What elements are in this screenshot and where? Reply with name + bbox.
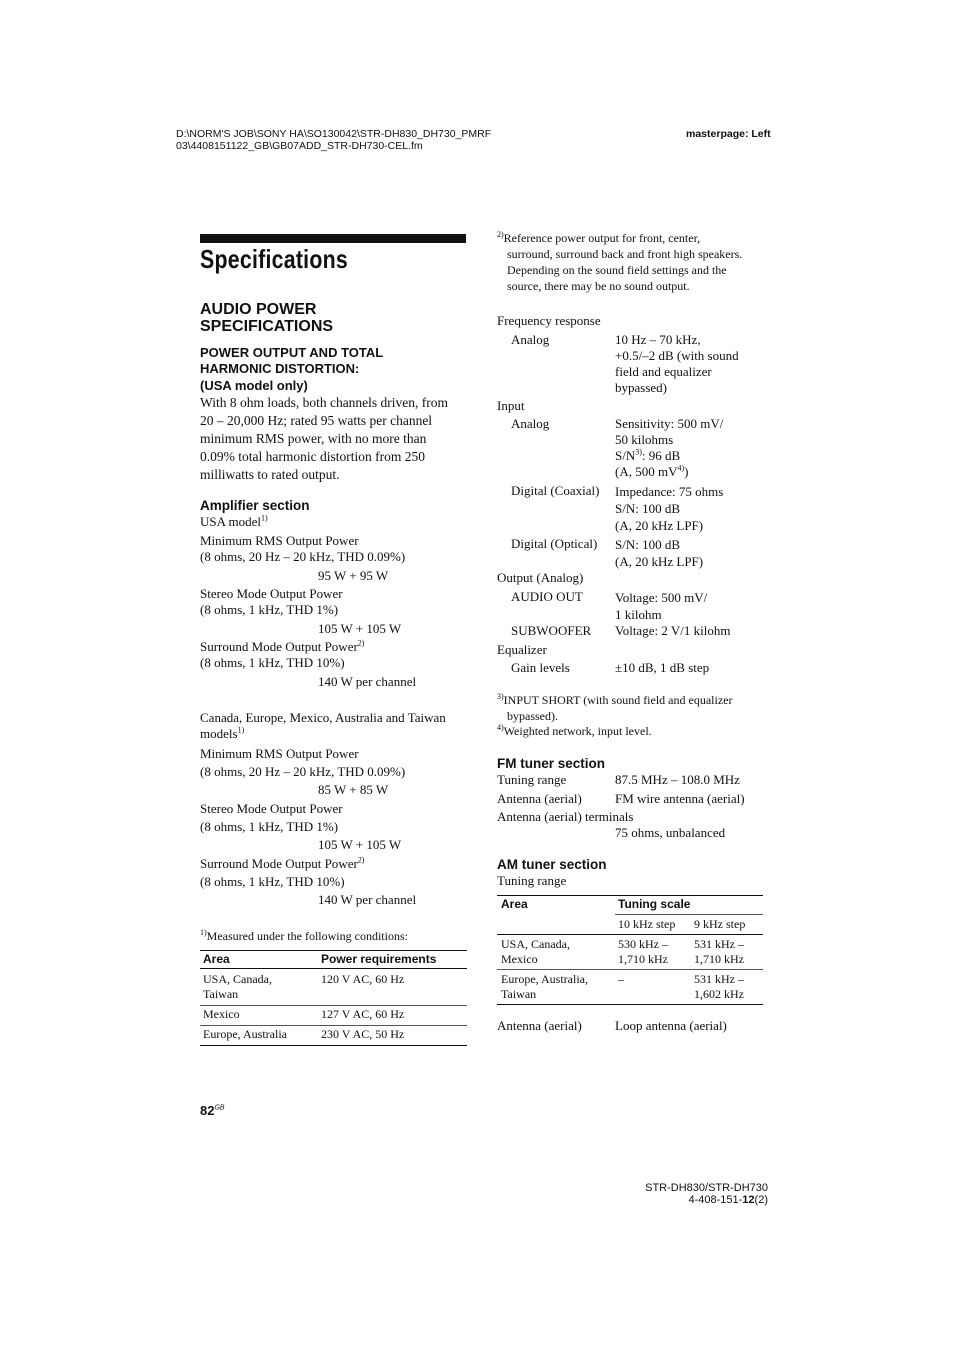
item-value: 105 W + 105 W xyxy=(318,621,402,636)
am-row-9k xyxy=(694,972,744,1002)
para-line: 20 – 20,000 Hz; rated 95 watts per channel xyxy=(200,413,433,428)
am-antenna-label: Antenna (aerial) xyxy=(497,1018,582,1033)
other-models-line1: Canada, Europe, Mexico, Australia and Taiwan xyxy=(200,710,446,725)
area-line1: Europe, Australia, xyxy=(501,972,588,986)
area-line2: Taiwan xyxy=(501,987,537,1001)
am-table-subheader-rule xyxy=(615,914,763,915)
equalizer-label: Equalizer xyxy=(497,642,547,657)
other-models-label xyxy=(200,710,446,742)
item-value: 140 W per channel xyxy=(318,674,417,689)
page-number xyxy=(200,1103,225,1118)
other-item-surround xyxy=(200,855,416,909)
para-line: milliwatts to rated output. xyxy=(200,467,340,482)
value-line: 531 kHz – xyxy=(694,972,744,986)
table-header-rule xyxy=(200,968,467,969)
power-output-subheading xyxy=(200,345,383,394)
para-line: With 8 ohm loads, both channels driven, from xyxy=(200,395,449,410)
fm-antenna-value: FM wire antenna (aerial) xyxy=(615,791,745,806)
usa-model-text: USA model xyxy=(200,514,262,529)
output-audio-label: AUDIO OUT xyxy=(511,589,583,604)
value-line: 50 kilohms xyxy=(615,432,674,447)
usa-model-sup: 1) xyxy=(261,513,268,523)
value-line: +0.5/–2 dB (with sound xyxy=(615,348,739,363)
amplifier-heading: Amplifier section xyxy=(200,498,310,513)
input-optical-label: Digital (Optical) xyxy=(511,536,598,551)
file-path-line1: D:\NORM'S JOB\SONY HA\SO130042\STR-DH830_DH730_PMRF xyxy=(176,128,492,140)
model-info xyxy=(643,1182,768,1206)
fm-antenna-label: Antenna (aerial) xyxy=(497,791,582,806)
value-line: Sensitivity: 500 mV/ xyxy=(615,416,724,431)
other-models-sup: 1) xyxy=(237,725,245,735)
audio-power-heading xyxy=(200,301,333,335)
am-table-header-rule xyxy=(497,934,763,935)
value-line: bypassed) xyxy=(615,380,667,395)
power-table-row-area xyxy=(203,972,272,1002)
value-line: 1,602 kHz xyxy=(694,987,744,1001)
value-line: 531 kHz – xyxy=(694,937,744,951)
sn-text: S/N xyxy=(615,448,636,463)
other-item-stereo xyxy=(200,800,401,854)
value-line: – xyxy=(618,972,624,986)
item-label-text: Surround Mode Output Power xyxy=(200,639,358,654)
am-row-area xyxy=(501,972,588,1002)
code-bold: 12 xyxy=(742,1194,755,1206)
table-bottom-rule xyxy=(200,1045,467,1046)
sn-value: : 96 dB xyxy=(641,448,681,463)
fm-terminals-value: 75 ohms, unbalanced xyxy=(615,825,726,840)
am-tuning-label: Tuning range xyxy=(497,873,567,888)
am-table-header-10k: 10 kHz step xyxy=(618,917,676,931)
am-heading: AM tuner section xyxy=(497,857,607,872)
power-table-header-area: Area xyxy=(203,952,230,966)
item-value: 105 W + 105 W xyxy=(318,837,402,852)
value-line: field and equalizer xyxy=(615,364,712,379)
item-value: 140 W per channel xyxy=(318,892,417,907)
footnote-3-line: INPUT SHORT (with sound field and equalizer xyxy=(503,693,733,707)
am-table-top-rule xyxy=(497,895,763,896)
fm-tuning-value: 87.5 MHz – 108.0 MHz xyxy=(615,772,740,787)
freq-analog-value xyxy=(615,332,739,396)
value-line: (A, 20 kHz LPF) xyxy=(615,518,704,533)
value-line: S/N: 100 dB xyxy=(615,501,681,516)
file-path xyxy=(176,128,491,152)
para-line: minimum RMS power, with no more than xyxy=(200,431,427,446)
item-label: Minimum RMS Output Power xyxy=(200,746,359,761)
masterpage-label: masterpage: Left xyxy=(686,128,771,140)
output-sub-value: Voltage: 2 V/1 kilohm xyxy=(615,623,731,638)
audio-power-heading-line2: SPECIFICATIONS xyxy=(200,318,334,335)
item-cond: (8 ohms, 1 kHz, THD 1%) xyxy=(200,602,339,617)
gain-label: Gain levels xyxy=(511,660,570,675)
footnote-2-line: Reference power output for front, center, xyxy=(503,231,701,245)
power-table-row-area: Mexico xyxy=(203,1007,240,1021)
page-number-text: 82 xyxy=(200,1103,215,1118)
am-antenna-value: Loop antenna (aerial) xyxy=(615,1018,727,1033)
am-row-9k xyxy=(694,937,744,967)
value-line: Voltage: 500 mV/ xyxy=(615,590,708,605)
audio-power-heading-line1: AUDIO POWER xyxy=(200,301,317,318)
input-coax-label: Digital (Coaxial) xyxy=(511,483,600,498)
area-line2: Mexico xyxy=(501,952,538,966)
title-bar xyxy=(200,234,466,243)
power-table-row-power: 120 V AC, 60 Hz xyxy=(321,972,405,986)
table-top-rule xyxy=(200,950,467,951)
item-cond: (8 ohms, 1 kHz, THD 1%) xyxy=(200,819,339,834)
file-path-line2: 03\4408151122_GB\GB07ADD_STR-DH730-CEL.fm xyxy=(176,140,423,152)
freq-analog-label: Analog xyxy=(511,332,550,347)
footnote-4-text: Weighted network, input level. xyxy=(503,724,652,738)
a-text: (A, 500 mV xyxy=(615,464,678,479)
freq-label: Frequency response xyxy=(497,313,601,328)
input-label: Input xyxy=(497,398,525,413)
usa-item-surround xyxy=(200,639,416,690)
am-table-header-scale: Tuning scale xyxy=(618,897,691,911)
footnote-4-sup: 4) xyxy=(497,723,504,732)
input-analog-label: Analog xyxy=(511,416,550,431)
item-value: 85 W + 85 W xyxy=(318,782,389,797)
page-number-sup: GB xyxy=(214,1104,225,1112)
value-line: 530 kHz – xyxy=(618,937,668,951)
am-table-header-9k: 9 kHz step xyxy=(694,917,746,931)
page-title: Specifications xyxy=(200,244,348,274)
area-line1: USA, Canada, xyxy=(203,972,272,986)
value-line: S/N: 100 dB xyxy=(615,537,681,552)
output-audio-value xyxy=(615,589,707,623)
item-label-sup: 2) xyxy=(357,855,365,865)
table-row-rule xyxy=(200,1025,467,1026)
footnote-3 xyxy=(497,692,732,724)
item-cond: (8 ohms, 20 Hz – 20 kHz, THD 0.09%) xyxy=(200,764,406,779)
footnote-3-line: bypassed). xyxy=(507,709,558,723)
item-label xyxy=(200,855,416,873)
item-value: 95 W + 95 W xyxy=(318,568,389,583)
other-item-min-rms xyxy=(200,745,405,799)
value-line: 10 Hz – 70 kHz, xyxy=(615,332,701,347)
item-cond: (8 ohms, 1 kHz, THD 10%) xyxy=(200,655,345,670)
footnote-2-line: surround, surround back and front high speakers. xyxy=(507,247,743,261)
item-label xyxy=(200,639,416,655)
power-table-header-power: Power requirements xyxy=(321,952,437,966)
value-line: 1,710 kHz xyxy=(618,952,668,966)
usa-item-stereo xyxy=(200,586,401,637)
usa-model-label xyxy=(200,514,268,530)
item-label: Stereo Mode Output Power xyxy=(200,586,343,601)
fm-terminals-label: Antenna (aerial) terminals xyxy=(497,809,634,824)
footnote-2-sup: 2) xyxy=(497,230,504,239)
input-coax-value xyxy=(615,483,723,534)
code-prefix: 4-408-151- xyxy=(688,1194,743,1206)
footnote-2-line: Depending on the sound field settings and the xyxy=(507,263,727,277)
footnote-3-sup: 3) xyxy=(497,692,504,701)
am-row-10k xyxy=(618,937,668,967)
footnote-2-line: source, there may be no sound output. xyxy=(507,279,690,293)
am-row-area xyxy=(501,937,570,967)
input-analog-value xyxy=(615,416,723,480)
code-suffix: (2) xyxy=(754,1194,768,1206)
input-optical-value xyxy=(615,536,703,570)
subheading-line2: HARMONIC DISTORTION: xyxy=(200,361,360,376)
footnote-4 xyxy=(497,724,652,739)
power-table-row-power: 127 V AC, 60 Hz xyxy=(321,1007,405,1021)
output-label: Output (Analog) xyxy=(497,570,584,585)
item-label-text: Surround Mode Output Power xyxy=(200,856,358,871)
am-table-row-rule xyxy=(497,969,763,970)
am-table-header-area: Area xyxy=(501,897,528,911)
other-models-line2: models xyxy=(200,726,238,741)
footnote-2 xyxy=(497,230,742,294)
table-row-rule xyxy=(200,1005,467,1006)
a-sup: 4) xyxy=(677,463,685,473)
value-line: (A, 20 kHz LPF) xyxy=(615,554,704,569)
item-cond: (8 ohms, 20 Hz – 20 kHz, THD 0.09%) xyxy=(200,549,406,564)
item-label: Stereo Mode Output Power xyxy=(200,801,343,816)
footnote-1-sup: 1) xyxy=(200,928,207,937)
value-line: 1 kilohm xyxy=(615,607,662,622)
am-row-10k xyxy=(618,972,624,987)
sn-sup: 3) xyxy=(635,447,642,457)
footnote-1-text: Measured under the following conditions: xyxy=(206,929,408,943)
value-line: Impedance: 75 ohms xyxy=(615,484,724,499)
power-table-row-area: Europe, Australia xyxy=(203,1027,287,1041)
audio-power-paragraph xyxy=(200,394,448,484)
footnote-1 xyxy=(200,929,408,944)
model-text: STR-DH830/STR-DH730 xyxy=(645,1182,768,1194)
area-line2: Taiwan xyxy=(203,987,239,1001)
usa-item-min-rms xyxy=(200,533,405,584)
a-end: ) xyxy=(684,464,689,479)
item-cond: (8 ohms, 1 kHz, THD 10%) xyxy=(200,874,345,889)
output-sub-label: SUBWOOFER xyxy=(511,623,592,638)
am-table-bottom-rule xyxy=(497,1004,763,1005)
gain-value: ±10 dB, 1 dB step xyxy=(615,660,710,675)
subheading-line1: POWER OUTPUT AND TOTAL xyxy=(200,345,384,360)
fm-heading: FM tuner section xyxy=(497,756,606,771)
item-label: Minimum RMS Output Power xyxy=(200,533,359,548)
para-line: 0.09% total harmonic distortion from 250 xyxy=(200,449,425,464)
subheading-line3: (USA model only) xyxy=(200,378,308,393)
area-line1: USA, Canada, xyxy=(501,937,570,951)
item-label-sup: 2) xyxy=(357,638,365,648)
value-line: 1,710 kHz xyxy=(694,952,744,966)
fm-tuning-label: Tuning range xyxy=(497,772,567,787)
power-table-row-power: 230 V AC, 50 Hz xyxy=(321,1027,405,1041)
